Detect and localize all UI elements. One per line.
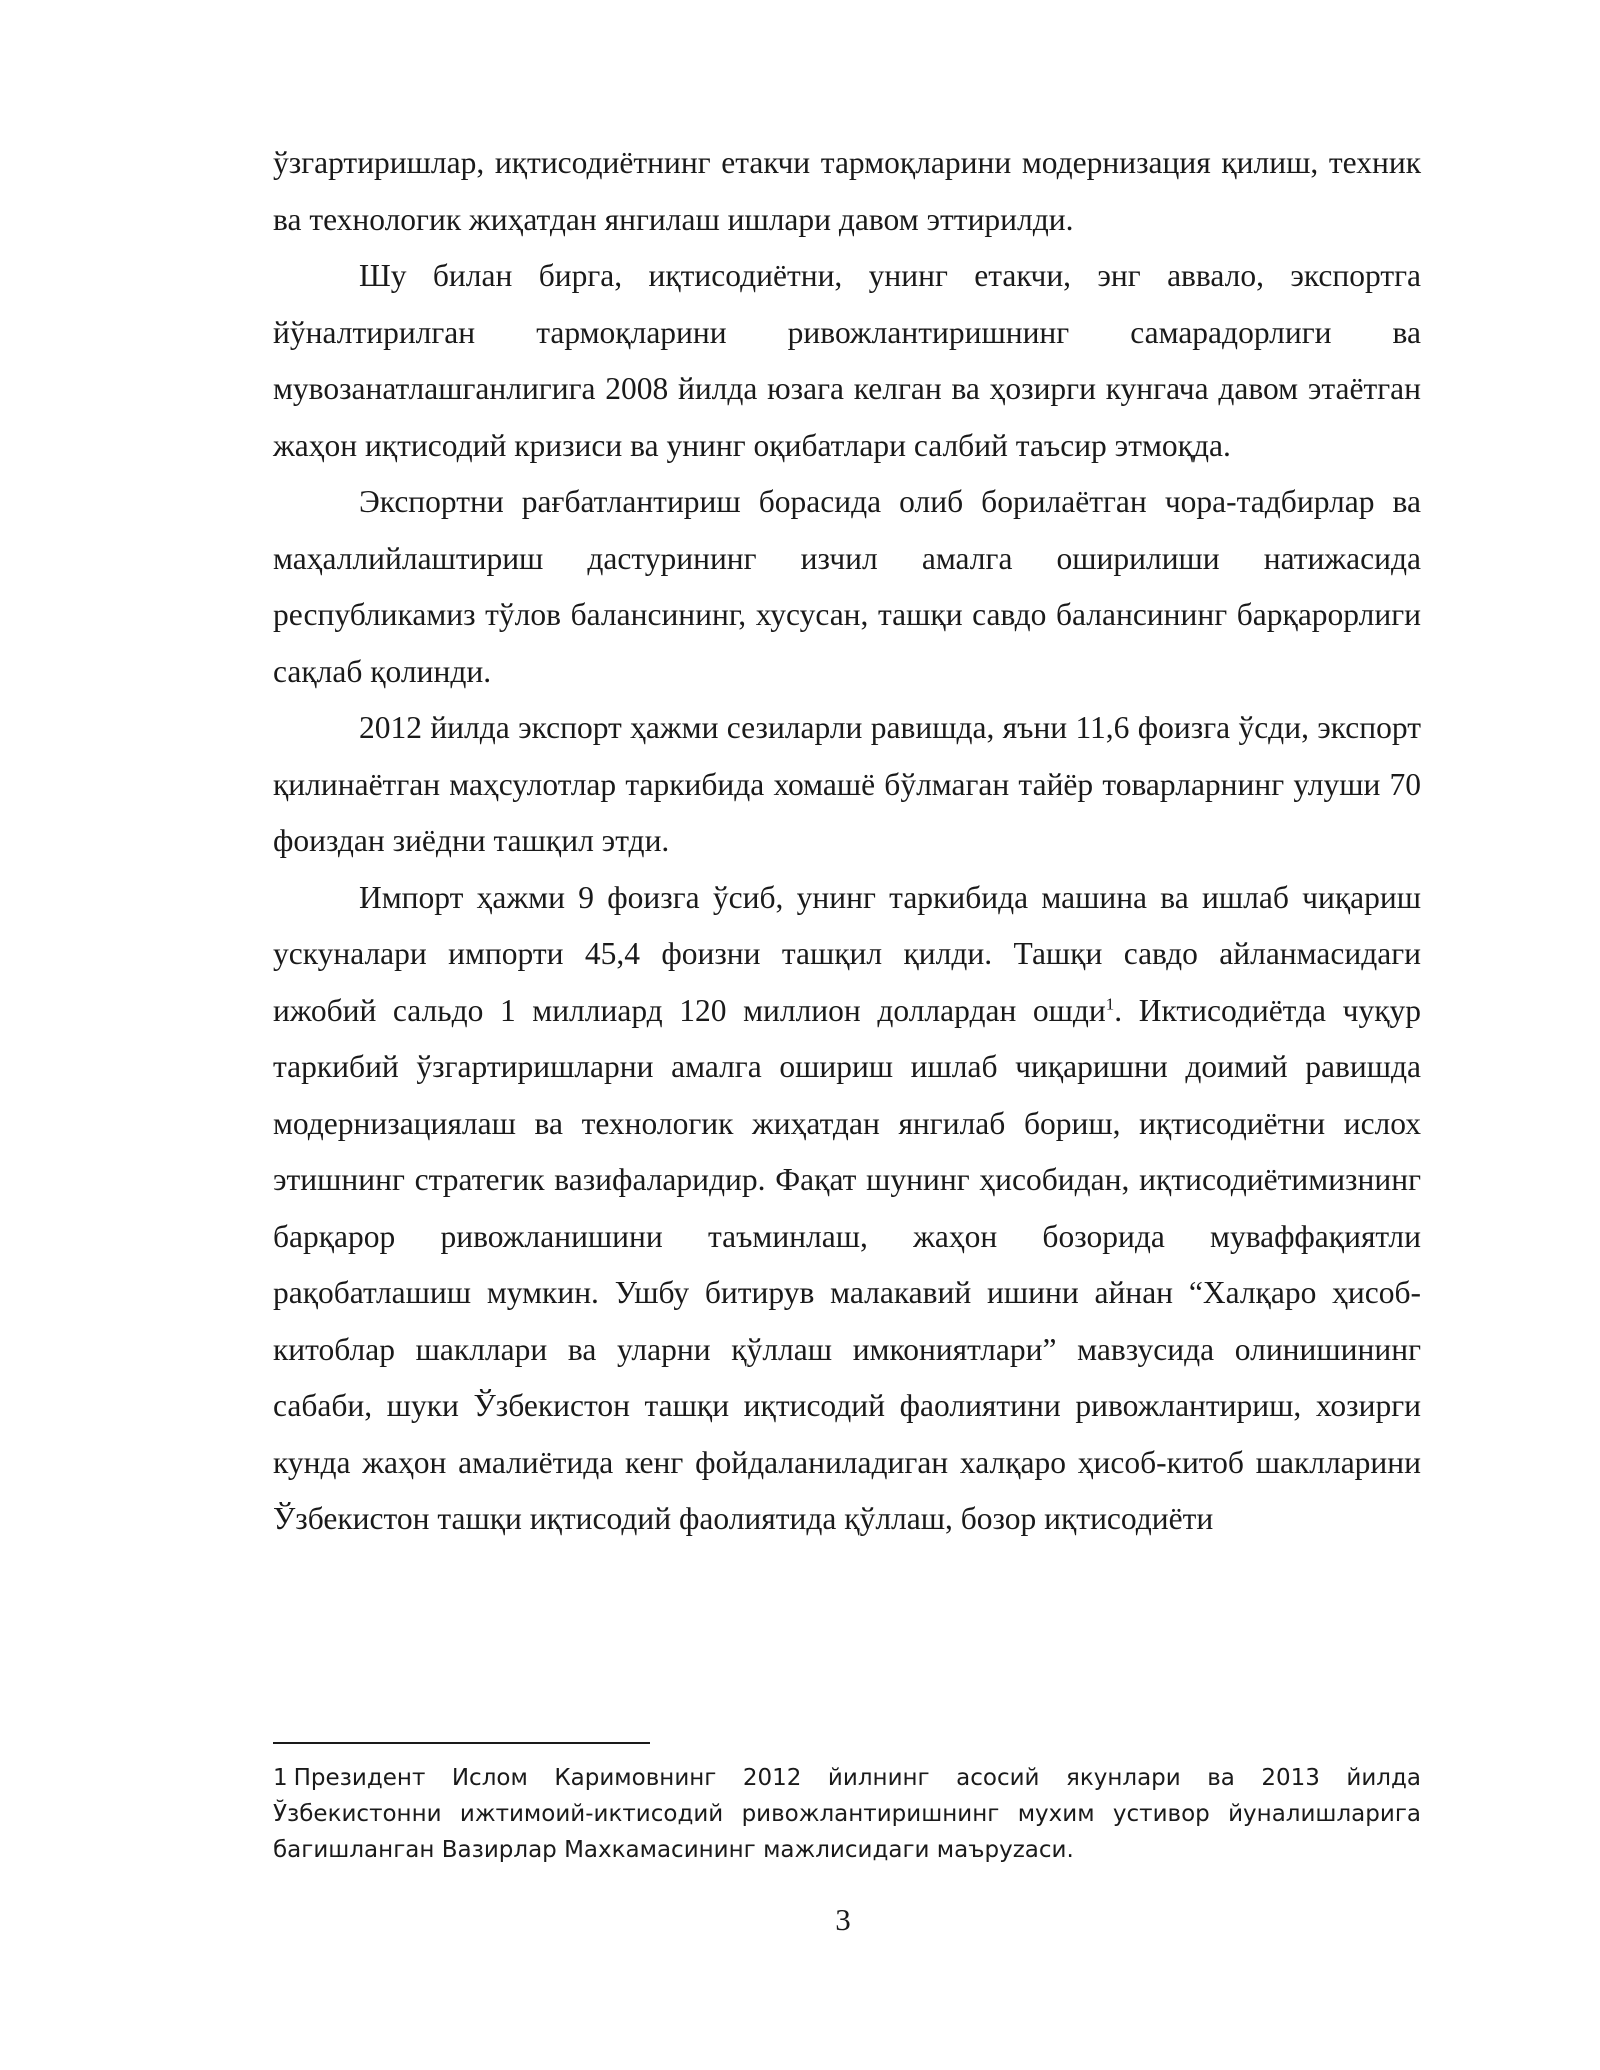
paragraph-2: Шу билан бирга, иқтисодиётни, унинг етакчи, энг аввало, экспортга йўналтирилган тармоқларини ривожлантиришнинг самарадорлиги ва мувозанатлашганлигига 2008 йилда юзага келган ва ҳозирги кунгача давом этаётган жаҳон иқтисодий кризиси ва унинг оқибатлари салбий таъсир этмоқда. (273, 258, 1421, 463)
page-number: 3 (835, 1902, 851, 1937)
paragraph-4: 2012 йилда экспорт ҳажми сезиларли равишда, яъни 11,6 фоизга ўсди, экспорт қилинаётган маҳсулотлар таркибида хомашё бўлмаган тайёр товарларнинг улуши 70 фоиздан зиёдни ташқил этди. (273, 710, 1421, 858)
footnote-text: Президент Ислом Каримовнинг 2012 йилнинг асосий якунлари ва 2013 йилда Ўзбекистонни ижтимоий-иктисодий ривожлантиришнинг мухим устивор йуналишларига багишланган Вазирлар Махкамасининг мажлисидаги маъруzаси. (273, 1765, 1421, 1863)
paragraph-5-text-after-ref: . Иктисодиётда чуқур таркибий ўзгартиришларни амалга ошириш ишлаб чиқаришни доимий равишда модернизациялаш ва технологик жиҳатдан янгилаб бориш, иқтисодиётни ислох этишнинг стратегик вазифаларидир. Фақат шунинг ҳисобидан, иқтисодиётимизнинг барқарор ривожланишини таъминлаш, жаҳон бозорида муваффақиятли рақобатлашиш мумкин. Ушбу битирув малакавий ишини айнан “Халқаро ҳисоб-китоблар шакллари ва уларни қўллаш имкониятлари” мавзусида олинишининг сабаби, шуки Ўзбекистон ташқи иқтисодий фаолиятини ривожлантириш, хозирги кунда жаҳон амалиётида кенг фойдаланиладиган халқаро ҳисоб-китоб шаклларини Ўзбекистон ташқи иқтисодий фаолиятида қўллаш, бозор иқтисодиёти (273, 992, 1421, 1536)
paragraph-3: Экспортни рағбатлантириш борасида олиб борилаётган чора-тадбирлар ва маҳаллийлаштириш дастурининг изчил амалга оширилиши натижасида республикамиз тўлов балансининг, хусусан, ташқи савдо балансининг барқарорлиги сақлаб қолинди. (273, 484, 1421, 689)
body-text (273, 135, 1421, 1548)
paragraph-5-text-before-ref: Импорт ҳажми 9 фоизга ўсиб, унинг таркибида машина ва ишлаб чиқариш ускуналари импорти 45,4 фоизни ташқил қилди. Ташқи савдо айланмасидаги ижобий сальдо 1 миллиард 120 миллион доллардан ошди (273, 879, 1421, 1028)
footnote (273, 1760, 1421, 1868)
footnote-reference-mark[interactable]: 1 (1105, 994, 1115, 1013)
paragraph-1: ўзгартиришлар, иқтисодиётнинг етакчи тармоқларини модернизация қилиш, техник ва технологик жиҳатдан янгилаш ишлари давом эттирилди. (273, 145, 1421, 237)
footnote-separator-line (273, 1742, 650, 1744)
paragraph-5 (273, 870, 1421, 1548)
footnote-number: 1 (273, 1765, 288, 1791)
